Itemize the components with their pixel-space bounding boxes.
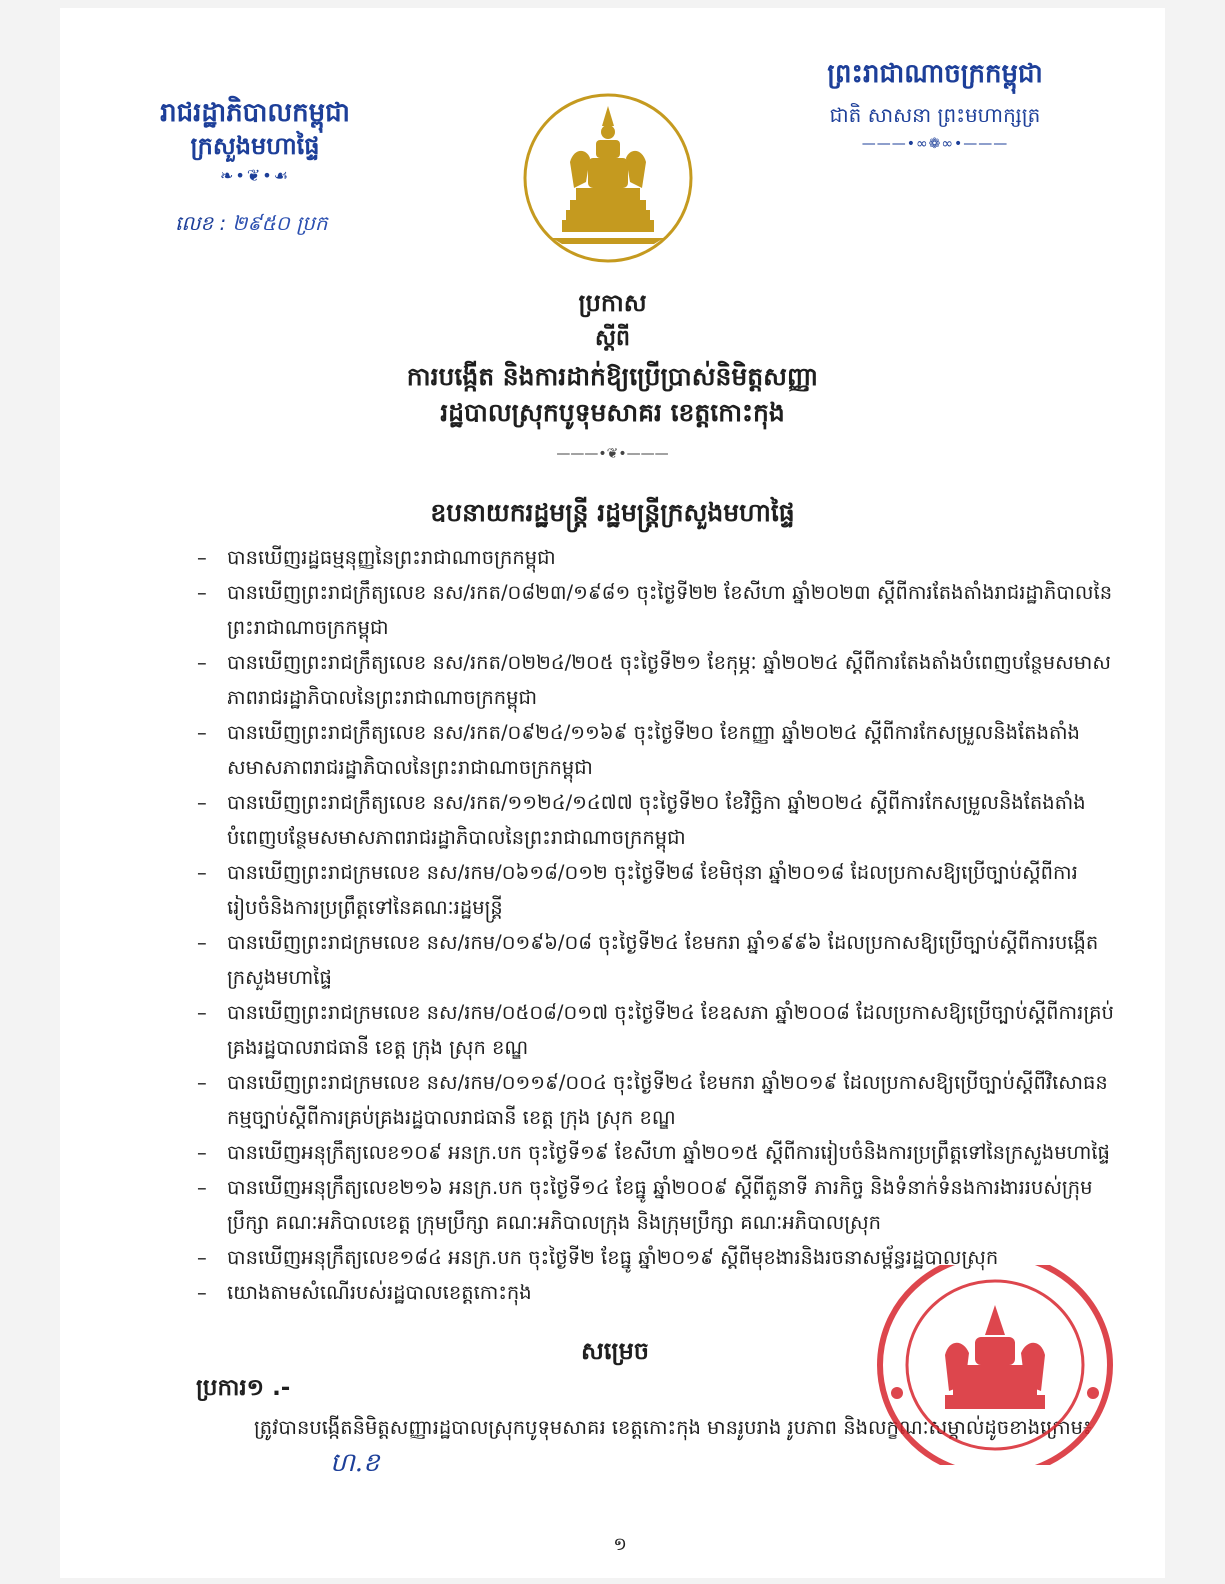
list-item: – បានឃើញព្រះរាជក្រឹត្យលេខ នស/រកត/១១២៤/១៤៧៧ ចុះថ្ងៃទី២០ ខែវិច្ឆិកា ឆ្នាំ២០២៤ ស្ដីពីការកែសម្រួលនិងតែងតាំងបំពេញបន្ថែមសមាសភាពរាជរដ្ឋាភិបាលនៃព្រះរាជាណាចក្រកម្ពុជា — [195, 785, 1115, 855]
list-item: – បានឃើញព្រះរាជក្រឹត្យលេខ នស/រកត/០៩២៤/១១៦៩ ចុះថ្ងៃទី២០ ខែកញ្ញា ឆ្នាំ២០២៤ ស្ដីពីការកែសម្រួលនិងតែងតាំងសមាសភាពរាជរដ្ឋាភិបាលនៃព្រះរាជាណាចក្រកម្ពុជា — [195, 715, 1115, 785]
ministry-seal-icon — [845, 1265, 1120, 1465]
issuer-title: ឧបនាយករដ្ឋមន្ត្រី រដ្ឋមន្ត្រីក្រសួងមហាផ្ទៃ — [430, 498, 795, 527]
page-number: ១ — [613, 1534, 627, 1555]
considerations-list — [195, 540, 1115, 1310]
list-item: – យោងតាមសំណើរបស់រដ្ឋបាលខេត្តកោះកុង — [195, 1275, 1115, 1310]
reference-number — [175, 210, 328, 240]
header-right — [800, 56, 1070, 152]
list-item: – បានឃើញព្រះរាជក្រមលេខ នស/រកម/០៦១៨/០១២ ចុះថ្ងៃទី២៨ ខែមិថុនា ឆ្នាំ២០១៨ ដែលប្រកាសឱ្យប្រើច្បាប់ស្ដីពីការរៀបចំនិងការប្រព្រឹត្តទៅនៃគណៈរដ្ឋមន្ត្រី — [195, 855, 1115, 925]
reference-value: ២៩៥០ ប្រក — [232, 211, 328, 235]
list-item: – បានឃើញអនុក្រឹត្យលេខ១៨៤ អនក្រ.បក ចុះថ្ងៃទី២ ខែធ្នូ ឆ្នាំ២០១៩ ស្ដីពីមុខងារនិងរចនាសម្ព័ន្ធរដ្ឋបាលស្រុក — [195, 1240, 1115, 1275]
decision-heading: សម្រេច — [580, 1337, 650, 1365]
title-about: ស្ដីពី — [595, 326, 630, 351]
subject-line-1: ការបង្កើត និងការដាក់ឱ្យប្រើប្រាស់និមិត្តសញ្ញា — [406, 362, 819, 391]
list-item: – បានឃើញអនុក្រឹត្យលេខ១០៩ អនក្រ.បក ចុះថ្ងៃទី១៩ ខែសីហា ឆ្នាំ២០១៥ ស្ដីពីការរៀបចំនិងការប្រព្រឹត្តទៅនៃក្រសួងមហាផ្ទៃ — [195, 1135, 1115, 1170]
ministry-name: ក្រសួងមហាផ្ទៃ — [190, 132, 320, 160]
ornament-icon: ———•∞❁∞•——— — [861, 136, 1009, 152]
list-item: – បានឃើញអនុក្រឹត្យលេខ២១៦ អនក្រ.បក ចុះថ្ងៃទី១៤ ខែធ្នូ ឆ្នាំ២០០៩ ស្ដីពីតួនាទី ភារកិច្ច និងទំនាក់ទំនងការងាររបស់ក្រុមប្រឹក្សា គណៈអភិបាលខេត្ត ក្រុមប្រឹក្សា គណៈអភិបាលក្រុង និងក្រុមប្រឹក្សា គណៈអភិបាលស្រុក — [195, 1170, 1115, 1240]
list-item: – បានឃើញព្រះរាជក្រមលេខ នស/រកម/០៥០៨/០១៧ ចុះថ្ងៃទី២៤ ខែឧសភា ឆ្នាំ២០០៨ ដែលប្រកាសឱ្យប្រើច្បាប់ស្ដីពីការគ្រប់គ្រងរដ្ឋបាលរាជធានី ខេត្ត ក្រុង ស្រុក ខណ្ឌ — [195, 995, 1115, 1065]
title-divider: ———•❦•——— — [556, 446, 669, 462]
document-type: ប្រកាស — [578, 289, 647, 317]
kingdom-name: ព្រះរាជាណាចក្រកម្ពុជា — [827, 59, 1043, 89]
handwritten-initials: ហ.ខ — [330, 1448, 380, 1478]
reference-label: លេខ : — [175, 211, 227, 235]
list-item: – បានឃើញព្រះរាជក្រមលេខ នស/រកម/០១១៩/០០៤ ចុះថ្ងៃទី២៤ ខែមករា ឆ្នាំ២០១៩ ដែលប្រកាសឱ្យប្រើច្បាប់ស្ដីពីវិសោធនកម្មច្បាប់ស្ដីពីការគ្រប់គ្រងរដ្ឋបាលរាជធានី ខេត្ត ក្រុង ស្រុក ខណ្ឌ — [195, 1065, 1115, 1135]
article-label: ប្រការ១ .- — [196, 1375, 291, 1401]
subject-line-2: រដ្ឋបាលស្រុកបូទុមសាគរ ខេត្តកោះកុង — [440, 398, 785, 427]
ornament-icon: ❧•❦•☙ — [219, 166, 291, 185]
list-item: – បានឃើញព្រះរាជក្រឹត្យលេខ នស/រកត/០៨២៣/១៩៨១ ចុះថ្ងៃទី២២ ខែសីហា ឆ្នាំ២០២៣ ស្ដីពីការតែងតាំងរាជរដ្ឋាភិបាលនៃព្រះរាជាណាចក្រកម្ពុជា — [195, 575, 1115, 645]
article-text: ត្រូវបានបង្កើតនិមិត្តសញ្ញារដ្ឋបាលស្រុកបូទុមសាគរ ខេត្តកោះកុង មានរូបរាង រូបភាព និងលក្ខណៈសម្គាល់ដូចខាងក្រោម៖ — [254, 1416, 1092, 1439]
royal-emblem-icon — [522, 92, 694, 264]
list-item: – បានឃើញព្រះរាជក្រមលេខ នស/រកម/០១៩៦/០៨ ចុះថ្ងៃទី២៤ ខែមករា ឆ្នាំ១៩៩៦ ដែលប្រកាសឱ្យប្រើច្បាប់ស្ដីពីការបង្កើតក្រសួងមហាផ្ទៃ — [195, 925, 1115, 995]
list-item: – បានឃើញព្រះរាជក្រឹត្យលេខ នស/រកត/០២២៤/២០៥ ចុះថ្ងៃទី២១ ខែកុម្ភៈ ឆ្នាំ២០២៤ ស្ដីពីការតែងតាំងបំពេញបន្ថែមសមាសភាពរាជរដ្ឋាភិបាលនៃព្រះរាជាណាចក្រកម្ពុជា — [195, 645, 1115, 715]
national-motto: ជាតិ សាសនា ព្រះមហាក្សត្រ — [829, 103, 1041, 127]
list-item: – បានឃើញរដ្ឋធម្មនុញ្ញនៃព្រះរាជាណាចក្រកម្ពុជា — [195, 540, 1115, 575]
header-left — [140, 96, 370, 185]
government-name: រាជរដ្ឋាភិបាលកម្ពុជា — [160, 98, 350, 128]
